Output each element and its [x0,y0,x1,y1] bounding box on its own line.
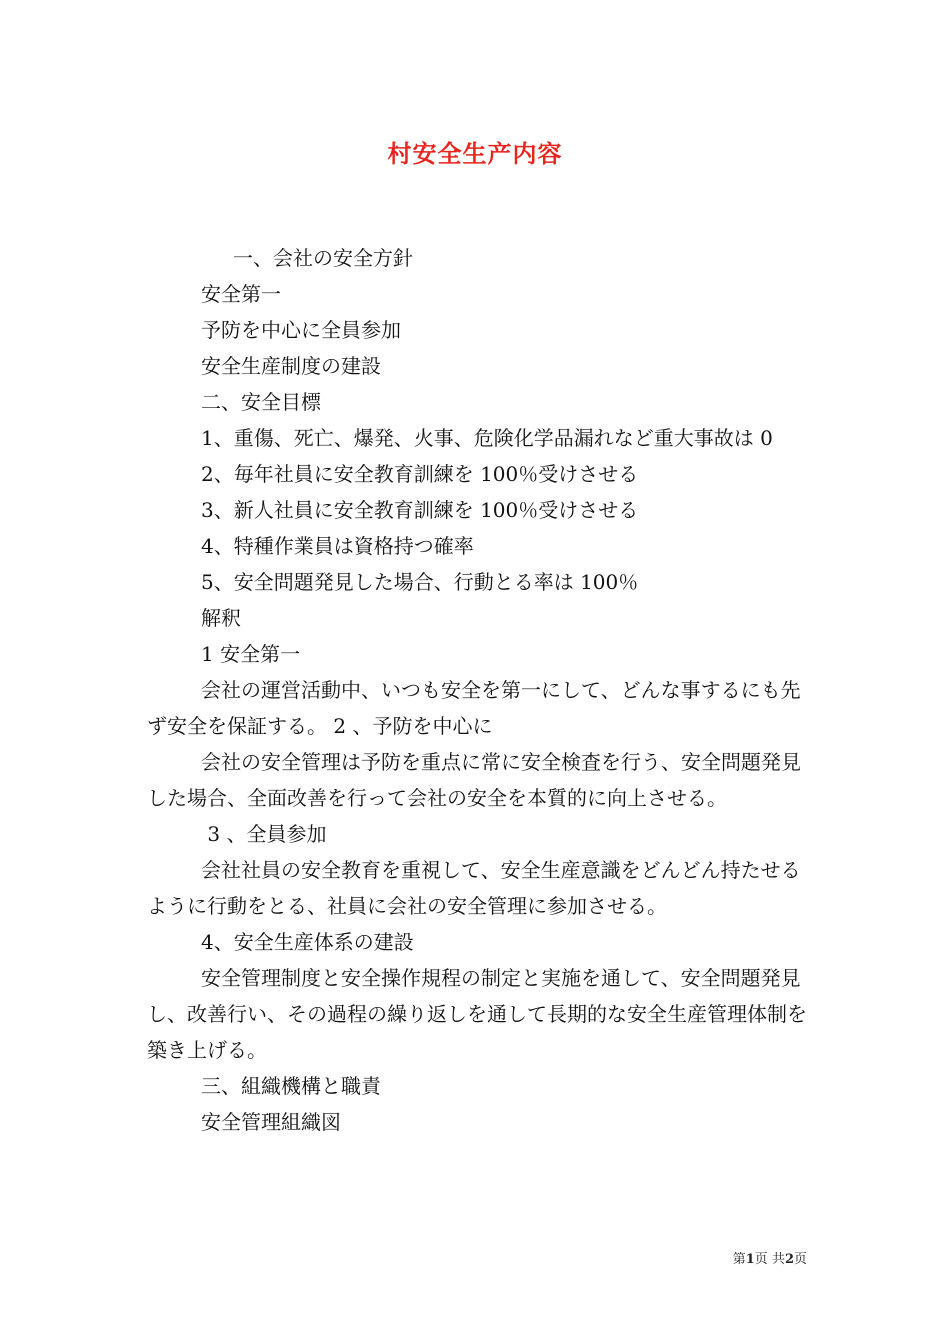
section-heading-1: 一、会社の安全方針 [233,246,413,270]
goal-item: 2、毎年社員に安全教育訓練を 100％受けさせる [201,462,639,486]
footer-middle: 页 共 [754,1252,785,1267]
goal-item: 4、特種作業員は資格持つ確率 [201,534,474,558]
document-title: 村安全生产内容 [387,139,563,168]
paragraph: 1 安全第一 [201,642,301,666]
goal-item: 3、新人社員に安全教育訓練を 100％受けさせる [201,498,639,522]
paragraph: 解釈 [201,606,241,630]
document-body [147,240,807,1140]
page-footer [733,1248,807,1267]
paragraph: 会社の安全管理は予防を重点に常に安全検査を行う、安全問題発見した場合、全面改善を行って会社の安全を本質的に向上させる。 [147,750,801,810]
paragraph: 4、安全生産体系の建設 [201,930,414,954]
goal-item: 1、重傷、死亡、爆発、火事、危険化学品漏れなど重大事故は 0 [201,426,773,450]
paragraph: 会社社員の安全教育を重視して、安全生産意識をどんどん持たせるように行動をとる、社員に会社の安全管理に参加させる。 [147,858,801,918]
goal-item: 5、安全問題発見した場合、行動とる率は 100％ [201,570,639,594]
paragraph: 会社の運営活動中、いつも安全を第一にして、どんな事するにも先ず安全を保証する。 2 、予防を中心に [147,678,801,738]
paragraph: 3 、全員参加 [201,822,327,846]
page-number: 1 [745,1252,755,1267]
footer-prefix: 第 [732,1252,746,1267]
paragraph: 安全管理制度と安全操作規程の制定と実施を通して、安全問題発見し、改善行い、その過程の繰り返しを通して長期的な安全生産管理体制を築き上げる。 [147,966,807,1062]
section-heading-3: 三、組織機構と職責 [201,1074,381,1098]
section-heading-2: 二、安全目標 [201,390,321,414]
paragraph: 予防を中心に全員参加 [201,318,401,342]
paragraph: 安全管理組織図 [201,1110,341,1134]
paragraph: 安全第一 [201,282,281,306]
paragraph: 安全生産制度の建設 [201,354,381,378]
total-pages: 2 [784,1252,794,1267]
footer-suffix: 页 [793,1252,807,1267]
